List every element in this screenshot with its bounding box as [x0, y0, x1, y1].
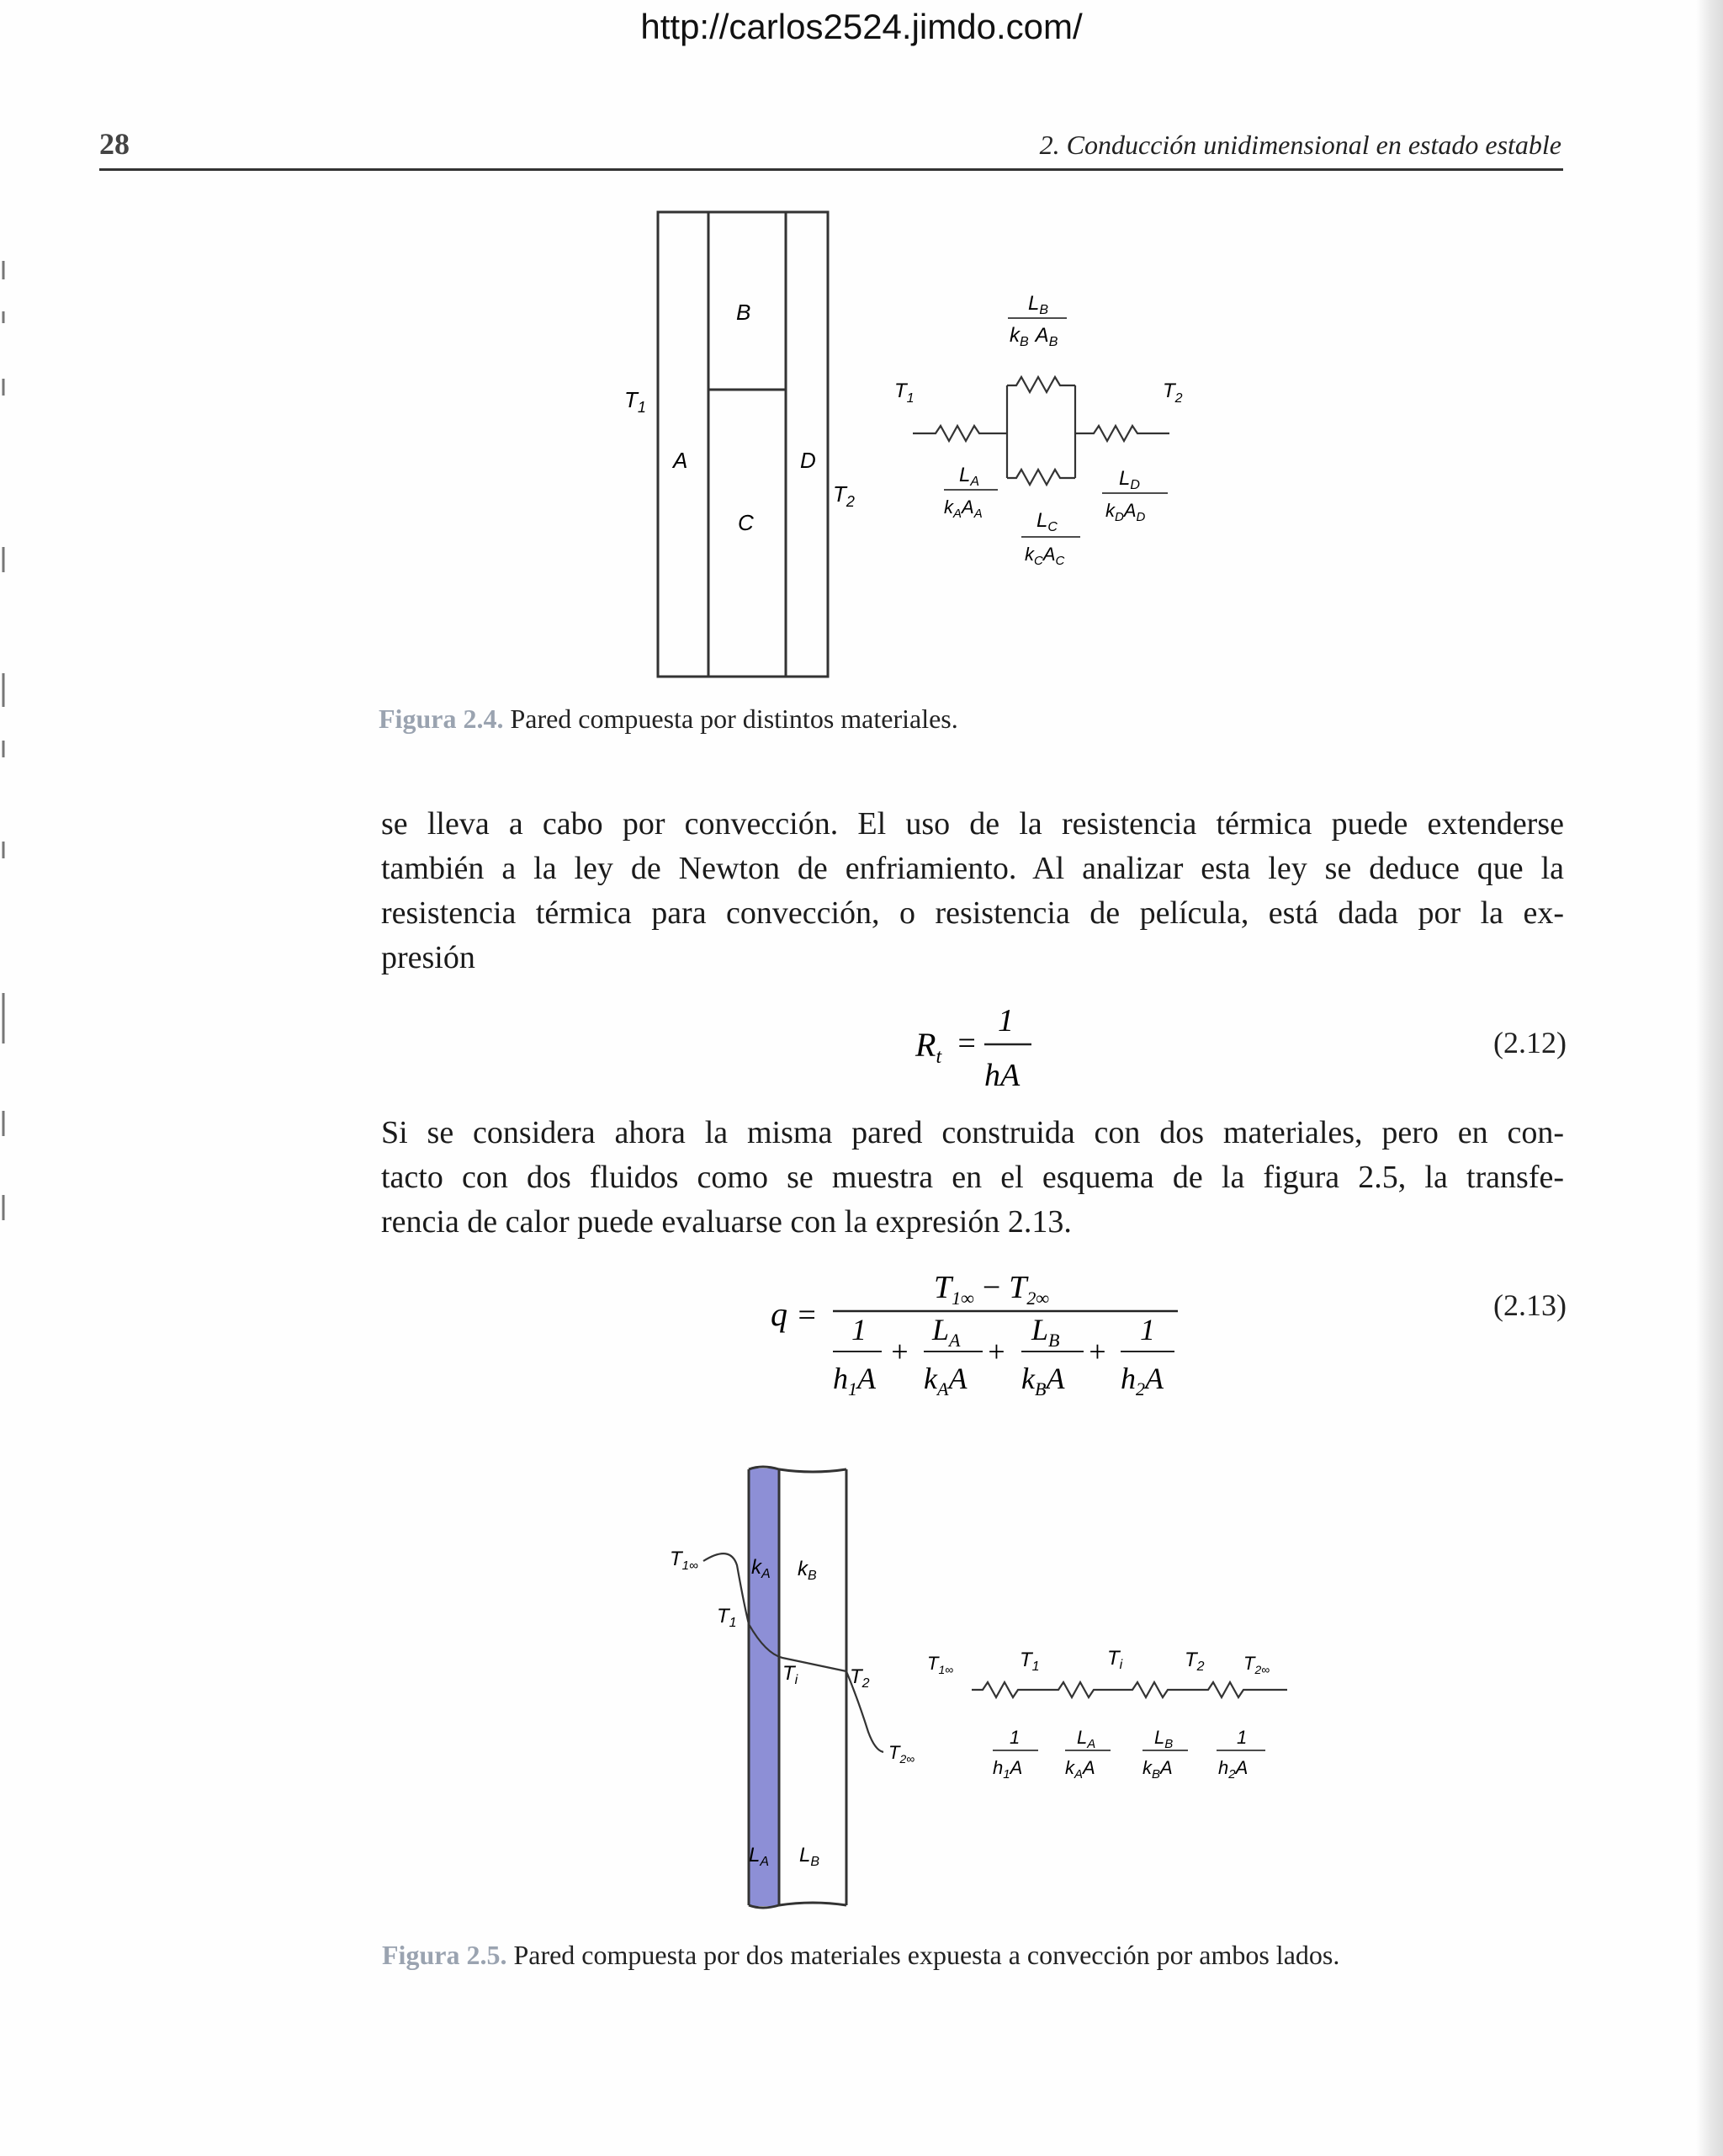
- label-kA: $k_A$: [751, 1556, 771, 1581]
- circuit-T1: $T_1$: [894, 380, 915, 406]
- source-url[interactable]: http://carlos2524.jimdo.com/: [640, 7, 1083, 46]
- node-T1: $T_1$: [1020, 1649, 1040, 1674]
- paragraph-1-line: presión: [381, 940, 475, 975]
- scan-edge-marks: [0, 236, 12, 1330]
- r2-den: $k_AA$: [1065, 1757, 1095, 1782]
- eq-2-13-plus: +: [986, 1335, 1007, 1368]
- resistance-B-numerator: $L_B$: [1028, 292, 1049, 317]
- resistance-B-denominator: $k_B$ $A_B$: [1010, 324, 1058, 349]
- eq-2-13-term1-num: 1: [851, 1313, 867, 1346]
- header-rule: [99, 168, 1563, 171]
- wall-label-C: C: [738, 510, 754, 535]
- eq-2-12-numerator: 1: [998, 1003, 1014, 1038]
- figure-2-4-wall: [589, 194, 892, 698]
- r4-num: 1: [1237, 1727, 1248, 1748]
- eq-2-13-plus: +: [889, 1335, 910, 1368]
- resistance-C-denominator: $k_CA_C$: [1025, 544, 1065, 568]
- eq-2-12-denominator: hA: [984, 1058, 1021, 1093]
- eq-2-12-equals: =: [956, 1026, 978, 1061]
- equation-2-13-number: (2.13): [1493, 1288, 1567, 1322]
- label-T2: $T_2$: [850, 1665, 870, 1691]
- label-LB: $L_B$: [799, 1844, 820, 1869]
- eq-2-13-term3-num: $L_B$: [1031, 1313, 1060, 1351]
- wall-label-A: A: [673, 448, 688, 473]
- figure-2-5-caption-text: Pared compuesta por dos materiales expuesta a convección por ambos lados.: [513, 1940, 1340, 1970]
- eq-2-13-term2-den: $k_AA$: [924, 1362, 968, 1399]
- paragraph-1: [381, 802, 1564, 980]
- paragraph-2: [381, 1111, 1564, 1245]
- figure-2-5-wall: [656, 1456, 959, 1927]
- eq-2-13-equals: =: [796, 1298, 818, 1333]
- eq-2-12-lhs: $R_t$: [915, 1026, 942, 1068]
- eq-2-13-term4-den: $h_2A$: [1121, 1362, 1164, 1399]
- eq-2-13-plus: +: [1087, 1335, 1108, 1368]
- page-edge-shadow: [1696, 0, 1723, 2156]
- resistance-C-numerator: $L_C$: [1036, 509, 1058, 534]
- paragraph-1-line: resistencia térmica para convección, o resistencia de película, está dada por la ex-: [381, 895, 1564, 931]
- circuit-T2: $T_2$: [1163, 380, 1183, 406]
- eq-2-13-numerator: $T_{1\infty} - T_{2\infty}$: [934, 1270, 1050, 1309]
- figure-2-4-caption: [379, 704, 958, 735]
- eq-2-13-term1-den: $h_1A$: [833, 1362, 876, 1399]
- page-number: 28: [99, 127, 130, 161]
- wall-label-D: D: [800, 448, 816, 473]
- wall-label-T1: $T_1$: [624, 387, 646, 416]
- paragraph-1-line: se lleva a cabo por convección. El uso de la resistencia térmica puede extenderse: [381, 806, 1564, 842]
- material-A-layer: [749, 1468, 779, 1906]
- eq-2-13-term3-den: $k_BA$: [1021, 1362, 1065, 1399]
- r1-num: 1: [1010, 1727, 1021, 1748]
- eq-2-13-term2-num: $L_A$: [932, 1313, 961, 1351]
- equation-2-13: [757, 1262, 1195, 1414]
- label-kB: $k_B$: [798, 1558, 817, 1583]
- resistance-A-denominator: $k_AA_A$: [944, 497, 983, 521]
- label-T1: $T_1$: [717, 1605, 737, 1630]
- label-T2inf: $T_{2\infty}$: [888, 1742, 915, 1766]
- figure-2-4-label: Figura 2.4.: [379, 704, 504, 734]
- r3-den: $k_BA$: [1142, 1757, 1173, 1782]
- equation-2-12: [900, 997, 1068, 1107]
- r1-den: $h_1A$: [993, 1757, 1023, 1782]
- eq-2-13-term4-num: 1: [1140, 1313, 1155, 1346]
- paragraph-1-line: también a la ley de Newton de enfriamiento. Al analizar esta ley se deduce que la: [381, 851, 1564, 886]
- paragraph-2-line: Si se considera ahora la misma pared construida con dos materiales, pero en con-: [381, 1115, 1564, 1150]
- label-Ti: $T_i$: [782, 1662, 798, 1687]
- eq-2-13-lhs: q: [771, 1295, 787, 1333]
- resistance-A-numerator: $L_A$: [959, 464, 980, 489]
- label-T1inf: $T_{1\infty}$: [670, 1548, 698, 1573]
- figure-2-5-circuit: [917, 1633, 1296, 1792]
- r2-num: $L_A$: [1077, 1727, 1096, 1751]
- figure-2-5-caption: [382, 1940, 1339, 1971]
- paragraph-2-line: tacto con dos fluidos como se muestra en el esquema de la figura 2.5, la transfe-: [381, 1160, 1564, 1195]
- node-Ti: $T_i$: [1107, 1647, 1123, 1672]
- node-T2: $T_2$: [1185, 1649, 1205, 1674]
- figure-2-5-label: Figura 2.5.: [382, 1940, 507, 1970]
- equation-2-12-number: (2.12): [1493, 1026, 1567, 1059]
- paragraph-2-line: rencia de calor puede evaluarse con la expresión 2.13.: [381, 1204, 1072, 1240]
- r4-den: $h_2A$: [1218, 1757, 1249, 1782]
- resistance-D-numerator: $L_D$: [1119, 467, 1140, 492]
- label-LA: $L_A$: [749, 1844, 770, 1869]
- figure-2-4-caption-text: Pared compuesta por distintos materiales.: [510, 704, 958, 734]
- wall-label-T2: $T_2$: [833, 481, 855, 510]
- running-head: 2. Conducción unidimensional en estado estable: [1039, 130, 1561, 160]
- figure-2-4-circuit: [892, 278, 1195, 581]
- wall-label-B: B: [736, 300, 751, 325]
- resistance-D-denominator: $k_DA_D$: [1105, 500, 1146, 524]
- node-T1inf: $T_{1\infty}$: [927, 1653, 954, 1676]
- node-T2inf: $T_{2\infty}$: [1243, 1653, 1270, 1676]
- r3-num: $L_B$: [1154, 1727, 1174, 1751]
